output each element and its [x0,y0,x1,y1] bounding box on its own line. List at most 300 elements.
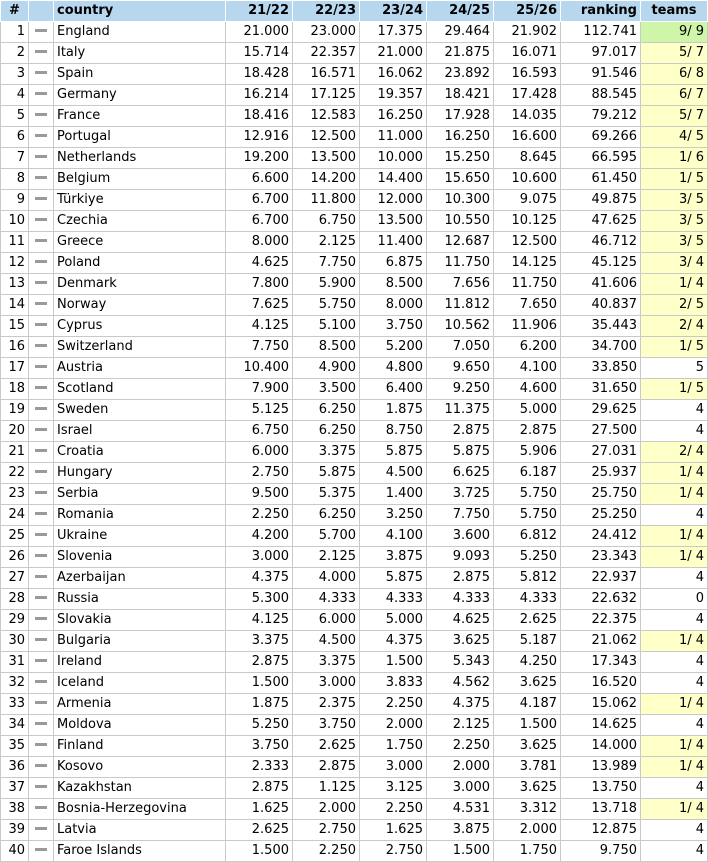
season-25-26-cell: 10.600 [494,169,561,190]
season-23-24-cell: 4.500 [360,463,427,484]
country-cell[interactable]: Norway [54,295,226,316]
country-cell[interactable]: Austria [54,358,226,379]
country-cell[interactable]: Switzerland [54,337,226,358]
season-25-26-cell: 4.187 [494,694,561,715]
country-cell[interactable]: Croatia [54,442,226,463]
season-22-23-cell: 5.700 [293,526,360,547]
season-24-25-cell: 11.375 [427,400,494,421]
season-21-22-cell: 2.625 [226,820,293,841]
ranking-cell: 27.500 [561,421,641,442]
season-25-26-cell: 3.625 [494,736,561,757]
ranking-cell: 22.632 [561,589,641,610]
season-21-22-cell: 16.214 [226,85,293,106]
country-cell[interactable]: Finland [54,736,226,757]
season-23-24-cell: 6.400 [360,379,427,400]
season-24-25-cell: 5.343 [427,652,494,673]
season-23-24-cell: 2.250 [360,799,427,820]
change-cell [29,757,54,778]
teams-cell: 5 [641,358,708,379]
change-cell [29,463,54,484]
season-24-25-cell: 9.650 [427,358,494,379]
season-24-25-cell: 17.928 [427,106,494,127]
table-row[interactable] [1,106,708,127]
season-25-26-cell: 5.906 [494,442,561,463]
change-cell [29,736,54,757]
season-22-23-cell: 17.125 [293,85,360,106]
ranking-cell: 45.125 [561,253,641,274]
table-row[interactable] [1,757,708,778]
country-cell[interactable]: Slovakia [54,610,226,631]
country-cell[interactable]: Moldova [54,715,226,736]
season-23-24-cell: 8.500 [360,274,427,295]
table-row[interactable] [1,358,708,379]
season-21-22-cell: 7.900 [226,379,293,400]
ranking-cell: 23.343 [561,547,641,568]
season-21-22-cell: 1.500 [226,841,293,862]
country-cell[interactable]: Armenia [54,694,226,715]
table-row[interactable] [1,211,708,232]
table-row[interactable] [1,715,708,736]
season-24-25-cell: 5.875 [427,442,494,463]
rank-number-cell: 35 [1,736,29,757]
season-23-24-cell: 4.800 [360,358,427,379]
table-row[interactable] [1,64,708,85]
ranking-cell: 66.595 [561,148,641,169]
season-22-23-cell: 5.100 [293,316,360,337]
season-24-25-cell: 23.892 [427,64,494,85]
country-cell[interactable]: Faroe Islands [54,841,226,862]
country-cell[interactable]: Russia [54,589,226,610]
season-22-23-cell: 4.333 [293,589,360,610]
ranking-cell: 46.712 [561,232,641,253]
rank-number-cell: 37 [1,778,29,799]
table-row[interactable] [1,274,708,295]
change-cell [29,211,54,232]
ranking-cell: 13.718 [561,799,641,820]
country-cell[interactable]: Sweden [54,400,226,421]
teams-cell: 3/ 5 [641,232,708,253]
table-row[interactable] [1,43,708,64]
no-change-dash-icon [35,617,47,620]
table-row[interactable] [1,673,708,694]
rank-number-cell: 18 [1,379,29,400]
rank-number-cell: 39 [1,820,29,841]
table-row[interactable] [1,148,708,169]
teams-cell: 6/ 7 [641,85,708,106]
no-change-dash-icon [35,92,47,95]
teams-cell: 4 [641,421,708,442]
rank-number-cell: 6 [1,127,29,148]
season-23-24-cell: 10.000 [360,148,427,169]
season-22-23-cell: 6.000 [293,610,360,631]
season-23-24-cell: 8.000 [360,295,427,316]
season-23-24-cell: 16.250 [360,106,427,127]
no-change-dash-icon [35,302,47,305]
country-cell[interactable]: Hungary [54,463,226,484]
no-change-dash-icon [35,50,47,53]
season-24-25-cell: 6.625 [427,463,494,484]
table-row[interactable] [1,589,708,610]
country-cell[interactable]: Serbia [54,484,226,505]
country-cell[interactable]: Bulgaria [54,631,226,652]
country-cell[interactable]: Ireland [54,652,226,673]
season-23-24-cell: 5.875 [360,568,427,589]
change-cell [29,568,54,589]
season-24-25-cell: 2.250 [427,736,494,757]
season-24-25-cell: 3.625 [427,631,494,652]
teams-cell: 5/ 7 [641,43,708,64]
table-row[interactable] [1,610,708,631]
season-25-26-cell: 5.812 [494,568,561,589]
no-change-dash-icon [35,281,47,284]
teams-cell: 2/ 5 [641,295,708,316]
header-teams[interactable]: teams [641,1,708,22]
table-row[interactable] [1,379,708,400]
season-24-25-cell: 2.125 [427,715,494,736]
season-22-23-cell: 3.375 [293,442,360,463]
teams-cell: 2/ 4 [641,316,708,337]
header-ranking[interactable]: ranking [561,1,641,22]
table-row[interactable] [1,484,708,505]
no-change-dash-icon [35,743,47,746]
ranking-cell: 31.650 [561,379,641,400]
ranking-cell: 34.700 [561,337,641,358]
season-22-23-cell: 12.583 [293,106,360,127]
country-cell[interactable]: Romania [54,505,226,526]
change-cell [29,820,54,841]
rank-number-cell: 10 [1,211,29,232]
season-24-25-cell: 15.250 [427,148,494,169]
season-25-26-cell: 2.875 [494,421,561,442]
country-cell[interactable]: Cyprus [54,316,226,337]
season-23-24-cell: 4.100 [360,526,427,547]
table-row[interactable] [1,736,708,757]
table-row[interactable] [1,799,708,820]
no-change-dash-icon [35,638,47,641]
season-25-26-cell: 8.645 [494,148,561,169]
rank-number-cell: 8 [1,169,29,190]
season-21-22-cell: 7.800 [226,274,293,295]
table-row[interactable] [1,547,708,568]
season-25-26-cell: 4.250 [494,652,561,673]
season-23-24-cell: 4.375 [360,631,427,652]
season-24-25-cell: 4.333 [427,589,494,610]
season-23-24-cell: 3.833 [360,673,427,694]
season-24-25-cell: 3.000 [427,778,494,799]
table-row[interactable] [1,505,708,526]
table-row[interactable] [1,127,708,148]
season-21-22-cell: 5.250 [226,715,293,736]
no-change-dash-icon [35,680,47,683]
season-23-24-cell: 8.750 [360,421,427,442]
country-cell[interactable]: Spain [54,64,226,85]
season-23-24-cell: 2.250 [360,694,427,715]
season-21-22-cell: 6.600 [226,169,293,190]
rank-number-cell: 23 [1,484,29,505]
ranking-cell: 69.266 [561,127,641,148]
table-row[interactable] [1,295,708,316]
country-cell[interactable]: Ukraine [54,526,226,547]
teams-cell: 1/ 4 [641,736,708,757]
header-country[interactable]: country [54,1,226,22]
season-25-26-cell: 6.812 [494,526,561,547]
change-cell [29,232,54,253]
ranking-cell: 14.000 [561,736,641,757]
season-21-22-cell: 6.750 [226,421,293,442]
season-24-25-cell: 7.656 [427,274,494,295]
season-25-26-cell: 2.625 [494,610,561,631]
table-row[interactable] [1,232,708,253]
teams-cell: 3/ 4 [641,253,708,274]
header-season-21-22[interactable]: 21/22 [226,1,293,22]
teams-cell: 1/ 4 [641,694,708,715]
table-header-row [1,1,708,22]
season-22-23-cell: 3.375 [293,652,360,673]
teams-cell: 4 [641,505,708,526]
country-cell[interactable]: Netherlands [54,148,226,169]
country-cell[interactable]: Italy [54,43,226,64]
change-cell [29,484,54,505]
teams-cell: 1/ 5 [641,337,708,358]
header-season-22-23[interactable]: 22/23 [293,1,360,22]
no-change-dash-icon [35,344,47,347]
no-change-dash-icon [35,365,47,368]
country-cell[interactable]: Iceland [54,673,226,694]
season-21-22-cell: 5.300 [226,589,293,610]
season-24-25-cell: 10.300 [427,190,494,211]
teams-cell: 3/ 5 [641,190,708,211]
header-change [29,1,54,22]
season-21-22-cell: 18.416 [226,106,293,127]
table-row[interactable] [1,190,708,211]
season-25-26-cell: 4.600 [494,379,561,400]
country-cell[interactable]: Poland [54,253,226,274]
no-change-dash-icon [35,659,47,662]
season-24-25-cell: 9.093 [427,547,494,568]
season-22-23-cell: 6.250 [293,505,360,526]
season-21-22-cell: 6.000 [226,442,293,463]
country-cell[interactable]: Czechia [54,211,226,232]
season-21-22-cell: 8.000 [226,232,293,253]
ranking-cell: 22.375 [561,610,641,631]
country-cell[interactable]: Kosovo [54,757,226,778]
country-cell[interactable]: Germany [54,85,226,106]
season-21-22-cell: 2.875 [226,652,293,673]
teams-cell: 1/ 4 [641,463,708,484]
table-row[interactable] [1,778,708,799]
country-cell[interactable]: Kazakhstan [54,778,226,799]
season-23-24-cell: 1.500 [360,652,427,673]
no-change-dash-icon [35,848,47,851]
change-cell [29,85,54,106]
season-25-26-cell: 2.000 [494,820,561,841]
season-23-24-cell: 5.000 [360,610,427,631]
season-21-22-cell: 4.625 [226,253,293,274]
rank-number-cell: 27 [1,568,29,589]
country-cell[interactable]: Belgium [54,169,226,190]
season-22-23-cell: 6.250 [293,421,360,442]
no-change-dash-icon [35,491,47,494]
teams-cell: 1/ 4 [641,526,708,547]
ranking-cell: 9.750 [561,841,641,862]
season-21-22-cell: 3.375 [226,631,293,652]
teams-cell: 0 [641,589,708,610]
country-cell[interactable]: Türkiye [54,190,226,211]
ranking-cell: 21.062 [561,631,641,652]
header-season-23-24[interactable]: 23/24 [360,1,427,22]
change-cell [29,337,54,358]
table-row[interactable] [1,169,708,190]
season-21-22-cell: 2.250 [226,505,293,526]
rank-number-cell: 11 [1,232,29,253]
season-22-23-cell: 6.750 [293,211,360,232]
season-22-23-cell: 1.125 [293,778,360,799]
country-cell[interactable]: England [54,22,226,43]
country-cell[interactable]: Bosnia-Herzegovina [54,799,226,820]
season-24-25-cell: 21.875 [427,43,494,64]
season-24-25-cell: 16.250 [427,127,494,148]
season-25-26-cell: 16.071 [494,43,561,64]
ranking-cell: 27.031 [561,442,641,463]
ranking-cell: 41.606 [561,274,641,295]
season-25-26-cell: 5.000 [494,400,561,421]
rank-number-cell: 26 [1,547,29,568]
season-21-22-cell: 4.125 [226,316,293,337]
ranking-cell: 15.062 [561,694,641,715]
rank-number-cell: 40 [1,841,29,862]
season-22-23-cell: 2.625 [293,736,360,757]
table-row[interactable] [1,526,708,547]
change-cell [29,547,54,568]
season-24-25-cell: 4.531 [427,799,494,820]
no-change-dash-icon [35,806,47,809]
table-row[interactable] [1,316,708,337]
ranking-cell: 49.875 [561,190,641,211]
country-cell[interactable]: Slovenia [54,547,226,568]
change-cell [29,64,54,85]
season-23-24-cell: 21.000 [360,43,427,64]
rank-number-cell: 22 [1,463,29,484]
table-row[interactable] [1,253,708,274]
teams-cell: 1/ 4 [641,631,708,652]
season-22-23-cell: 11.800 [293,190,360,211]
season-23-24-cell: 14.400 [360,169,427,190]
country-cell[interactable]: France [54,106,226,127]
country-cell[interactable]: Greece [54,232,226,253]
season-25-26-cell: 1.500 [494,715,561,736]
header-rank-number[interactable]: # [1,1,29,22]
table-row[interactable] [1,85,708,106]
season-21-22-cell: 4.200 [226,526,293,547]
table-row[interactable] [1,463,708,484]
ranking-cell: 13.750 [561,778,641,799]
table-row[interactable] [1,337,708,358]
country-cell[interactable]: Denmark [54,274,226,295]
season-21-22-cell: 9.500 [226,484,293,505]
rank-number-cell: 15 [1,316,29,337]
season-23-24-cell: 4.333 [360,589,427,610]
season-22-23-cell: 4.500 [293,631,360,652]
ranking-cell: 22.937 [561,568,641,589]
table-row[interactable] [1,841,708,862]
season-23-24-cell: 2.750 [360,841,427,862]
season-23-24-cell: 2.000 [360,715,427,736]
change-cell [29,778,54,799]
season-22-23-cell: 2.125 [293,547,360,568]
ranking-cell: 24.412 [561,526,641,547]
change-cell [29,379,54,400]
season-21-22-cell: 4.125 [226,610,293,631]
no-change-dash-icon [35,449,47,452]
country-cell[interactable]: Portugal [54,127,226,148]
header-season-24-25[interactable]: 24/25 [427,1,494,22]
table-row[interactable] [1,568,708,589]
rank-number-cell: 25 [1,526,29,547]
ranking-cell: 13.989 [561,757,641,778]
season-22-23-cell: 2.125 [293,232,360,253]
no-change-dash-icon [35,134,47,137]
no-change-dash-icon [35,155,47,158]
rank-number-cell: 31 [1,652,29,673]
country-cell[interactable]: Israel [54,421,226,442]
change-cell [29,610,54,631]
season-23-24-cell: 3.000 [360,757,427,778]
teams-cell: 4 [641,652,708,673]
country-cell[interactable]: Azerbaijan [54,568,226,589]
season-25-26-cell: 3.312 [494,799,561,820]
season-23-24-cell: 13.500 [360,211,427,232]
table-row[interactable] [1,442,708,463]
season-22-23-cell: 3.000 [293,673,360,694]
table-row[interactable] [1,400,708,421]
header-season-25-26[interactable]: 25/26 [494,1,561,22]
ranking-cell: 97.017 [561,43,641,64]
season-21-22-cell: 21.000 [226,22,293,43]
table-row[interactable] [1,631,708,652]
change-cell [29,841,54,862]
table-row[interactable] [1,694,708,715]
rank-number-cell: 5 [1,106,29,127]
rank-number-cell: 29 [1,610,29,631]
season-21-22-cell: 2.750 [226,463,293,484]
table-row[interactable] [1,820,708,841]
rank-number-cell: 2 [1,43,29,64]
rank-number-cell: 21 [1,442,29,463]
teams-cell: 1/ 4 [641,274,708,295]
season-22-23-cell: 7.750 [293,253,360,274]
season-21-22-cell: 2.333 [226,757,293,778]
no-change-dash-icon [35,575,47,578]
season-22-23-cell: 22.357 [293,43,360,64]
season-25-26-cell: 6.200 [494,337,561,358]
no-change-dash-icon [35,323,47,326]
change-cell [29,526,54,547]
season-23-24-cell: 12.000 [360,190,427,211]
country-cell[interactable]: Scotland [54,379,226,400]
rank-number-cell: 14 [1,295,29,316]
table-row[interactable] [1,421,708,442]
country-cell[interactable]: Latvia [54,820,226,841]
table-row[interactable] [1,22,708,43]
no-change-dash-icon [35,218,47,221]
teams-cell: 9/ 9 [641,22,708,43]
season-21-22-cell: 19.200 [226,148,293,169]
table-row[interactable] [1,652,708,673]
change-cell [29,421,54,442]
rank-number-cell: 36 [1,757,29,778]
teams-cell: 6/ 8 [641,64,708,85]
no-change-dash-icon [35,596,47,599]
